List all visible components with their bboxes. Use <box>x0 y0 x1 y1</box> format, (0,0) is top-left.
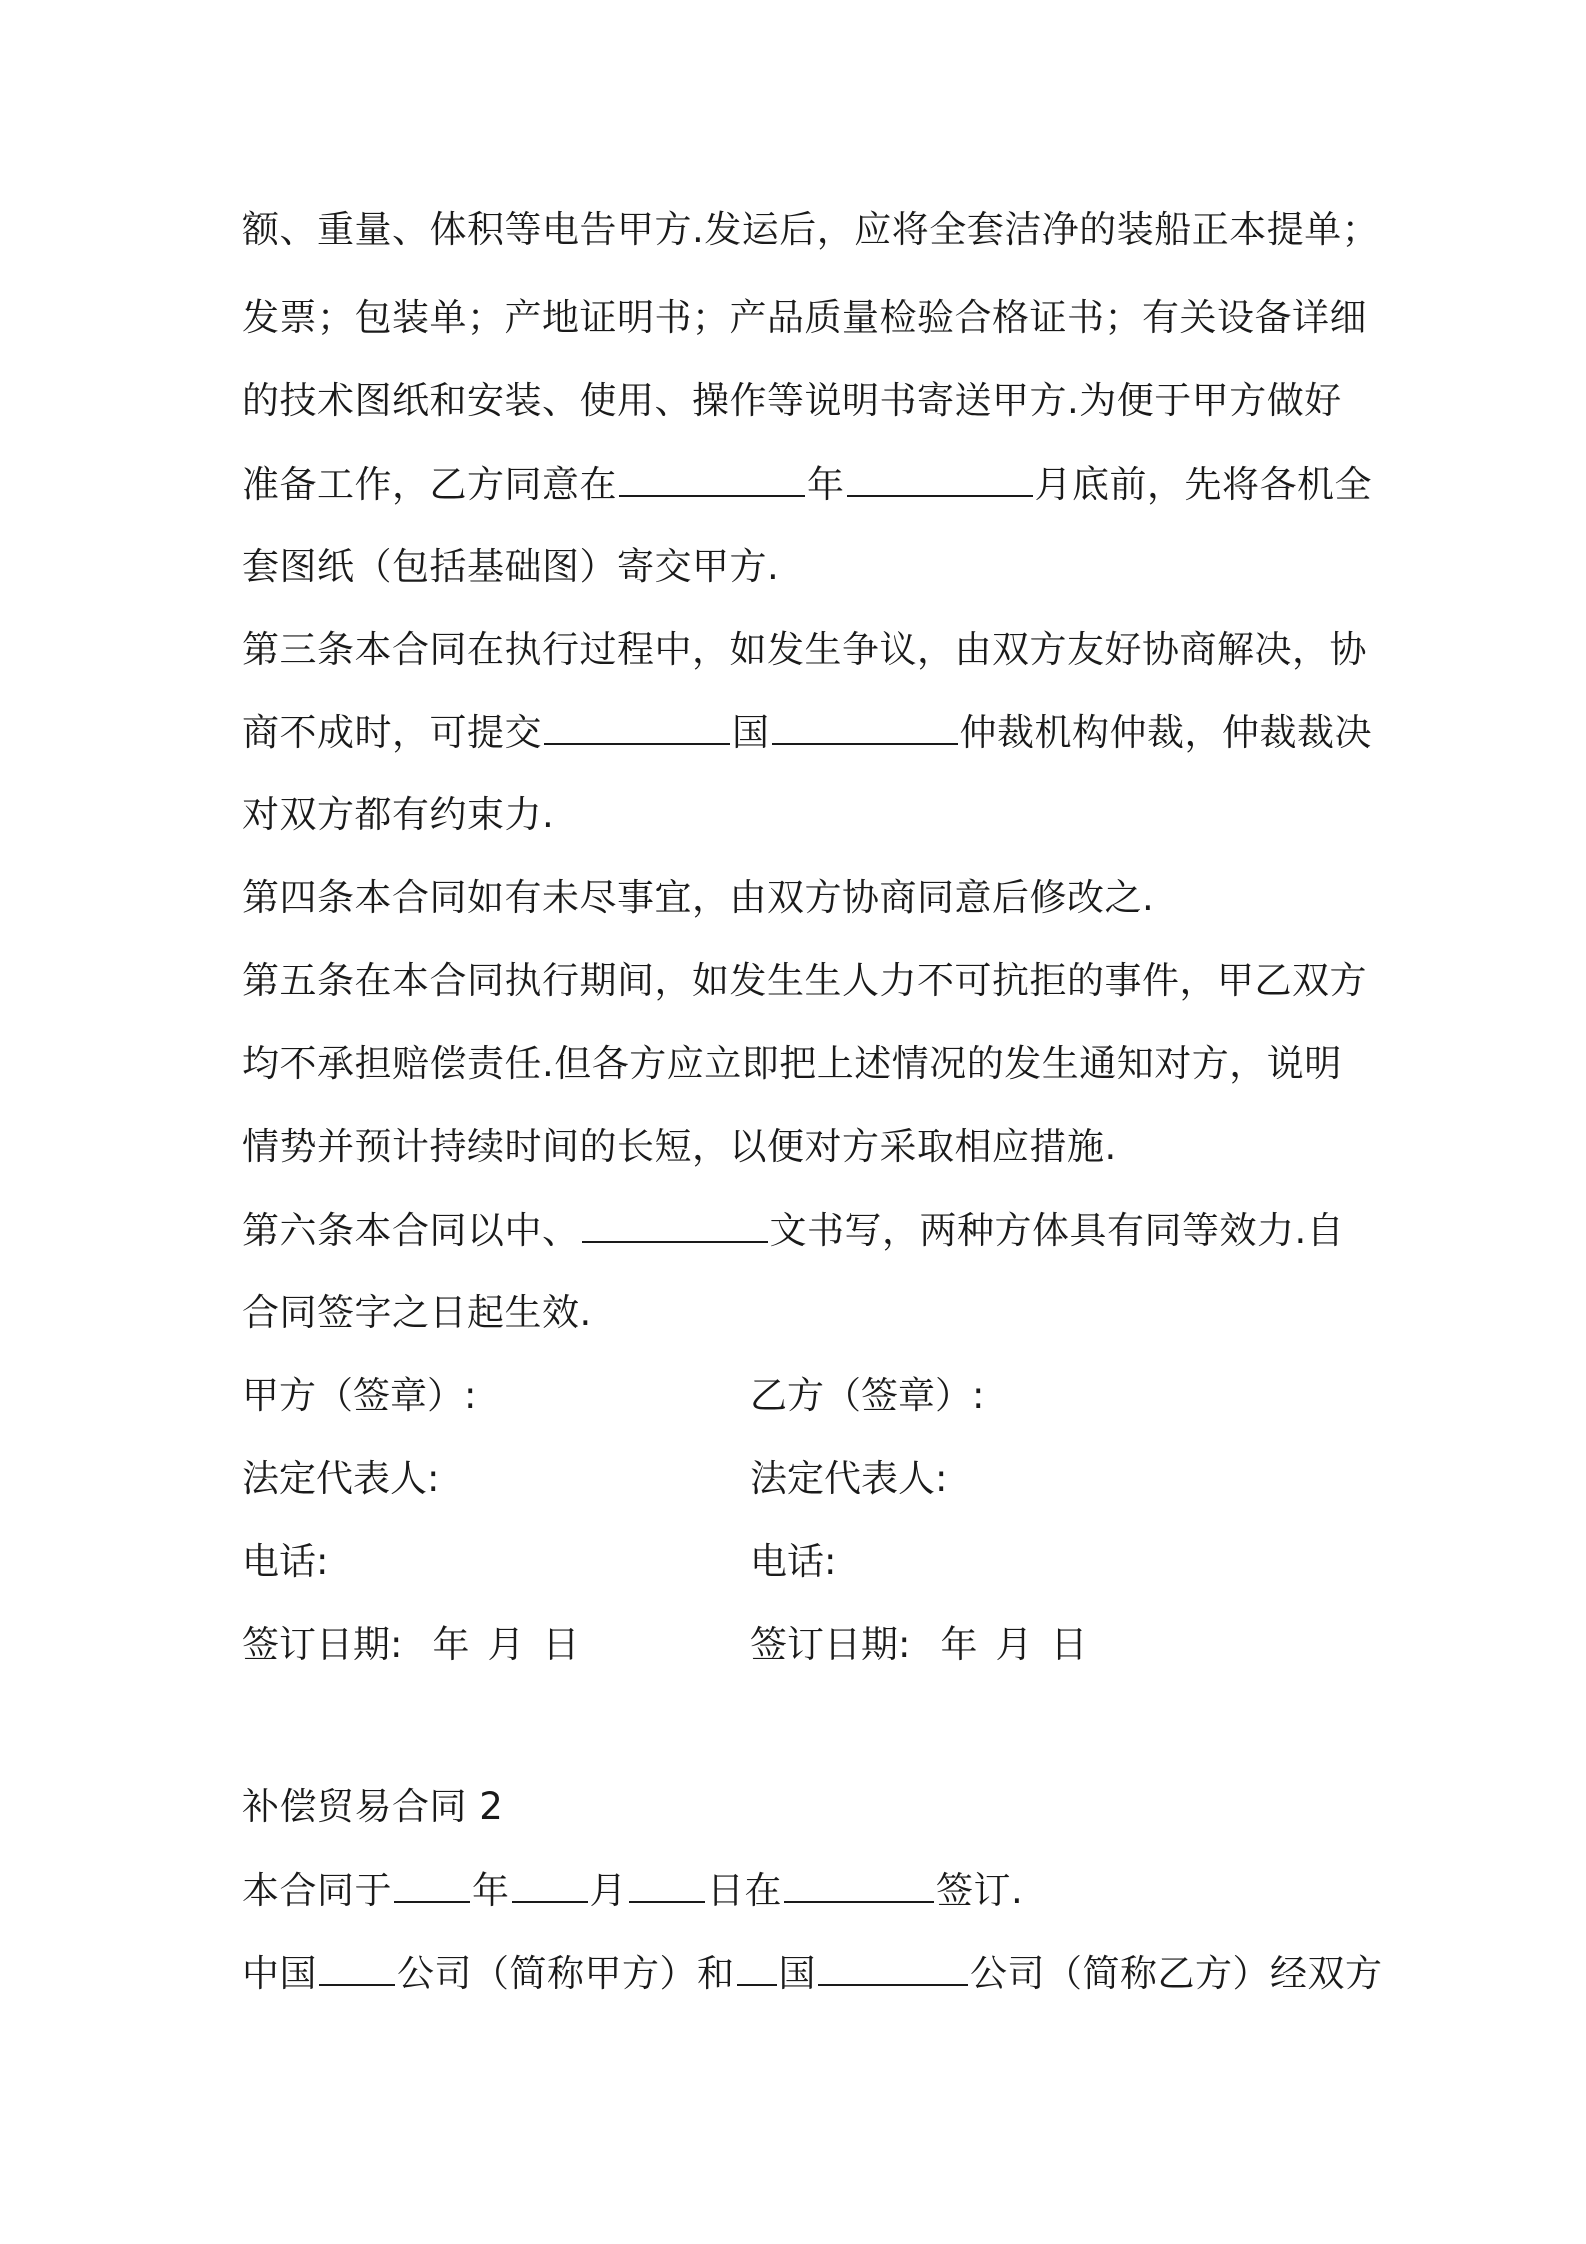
date-day: 日 <box>542 1623 580 1666</box>
article-5-line: 第五条在本合同执行期间，如发生生人力不可抗拒的事件，甲乙双方 <box>242 959 1367 1002</box>
blank-field <box>544 707 730 745</box>
text-segment: 准备工作，乙方同意在 <box>242 463 617 506</box>
blank-field <box>394 1865 470 1903</box>
text-segment: 年 <box>807 463 845 506</box>
date-label: 签订日期: <box>750 1623 911 1666</box>
article-5-line: 均不承担赔偿责任.但各方应立即把上述情况的发生通知对方，说明 <box>242 1042 1342 1085</box>
date-label: 签订日期: <box>242 1623 403 1666</box>
text-segment: 公司（简称乙方）经双方 <box>970 1952 1383 1995</box>
text-segment: 年 <box>472 1869 510 1912</box>
text-segment: 公司（简称甲方）和 <box>397 1952 735 1995</box>
text-segment: 文书写，两种方体具有同等效力.自 <box>769 1209 1345 1252</box>
date-month: 月 <box>995 1623 1033 1666</box>
phone-a-label: 电话: <box>242 1540 329 1583</box>
blank-field <box>319 1948 395 1986</box>
contract-2-line <box>242 1948 1383 1999</box>
blank-field <box>847 459 1033 497</box>
text-segment: 中国 <box>242 1952 317 1995</box>
text-segment: 第六条本合同以中、 <box>242 1209 580 1252</box>
text-segment: 仲裁机构仲裁，仲裁裁决 <box>959 711 1372 754</box>
date-year: 年 <box>940 1623 978 1666</box>
date-day: 日 <box>1050 1623 1088 1666</box>
article-3-line: 第三条本合同在执行过程中，如发生争议，由双方友好协商解决，协 <box>242 628 1367 671</box>
article-6-line: 合同签字之日起生效. <box>242 1291 592 1334</box>
text-segment: 国 <box>778 1952 816 1995</box>
blank-field <box>629 1865 705 1903</box>
blank-field <box>619 459 805 497</box>
article-3-line <box>242 707 1372 758</box>
text-segment: 国 <box>732 711 770 754</box>
date-year: 年 <box>432 1623 470 1666</box>
paragraph-line <box>242 459 1372 510</box>
date-month: 月 <box>487 1623 525 1666</box>
article-4-line: 第四条本合同如有未尽事宜，由双方协商同意后修改之. <box>242 876 1155 919</box>
contract-2-line <box>242 1865 1362 1916</box>
text-segment: 月底前，先将各机全 <box>1034 463 1372 506</box>
text-segment: 月 <box>589 1869 627 1912</box>
article-3-line: 对双方都有约束力. <box>242 793 555 836</box>
phone-b-label: 电话: <box>750 1540 837 1583</box>
party-a-label: 甲方（签章）: <box>242 1374 477 1417</box>
blank-field <box>512 1865 588 1903</box>
blank-field <box>772 707 958 745</box>
article-6-line <box>242 1205 1362 1256</box>
rep-a-label: 法定代表人: <box>242 1457 440 1500</box>
paragraph-line: 额、重量、体积等电告甲方.发运后，应将全套洁净的装船正本提单； <box>242 208 1380 251</box>
text-segment: 本合同于 <box>242 1869 392 1912</box>
blank-field <box>582 1205 768 1243</box>
blank-field <box>784 1865 934 1903</box>
paragraph-line: 套图纸（包括基础图）寄交甲方. <box>242 545 780 588</box>
sign-date-b <box>750 1620 1087 1670</box>
party-b-label: 乙方（签章）: <box>750 1374 985 1417</box>
rep-b-label: 法定代表人: <box>750 1457 948 1500</box>
article-5-line: 情势并预计持续时间的长短，以便对方采取相应措施. <box>242 1125 1117 1168</box>
paragraph-line: 发票；包装单；产地证明书；产品质量检验合格证书；有关设备详细 <box>242 296 1367 339</box>
text-segment: 商不成时，可提交 <box>242 711 542 754</box>
text-segment: 签订. <box>936 1869 1024 1912</box>
sign-date-a <box>242 1620 579 1670</box>
contract-2-title: 补偿贸易合同 2 <box>242 1785 504 1828</box>
paragraph-line: 的技术图纸和安装、使用、操作等说明书寄送甲方.为便于甲方做好 <box>242 379 1342 422</box>
text-segment: 日在 <box>707 1869 782 1912</box>
blank-field <box>818 1948 968 1986</box>
blank-field <box>737 1948 777 1986</box>
